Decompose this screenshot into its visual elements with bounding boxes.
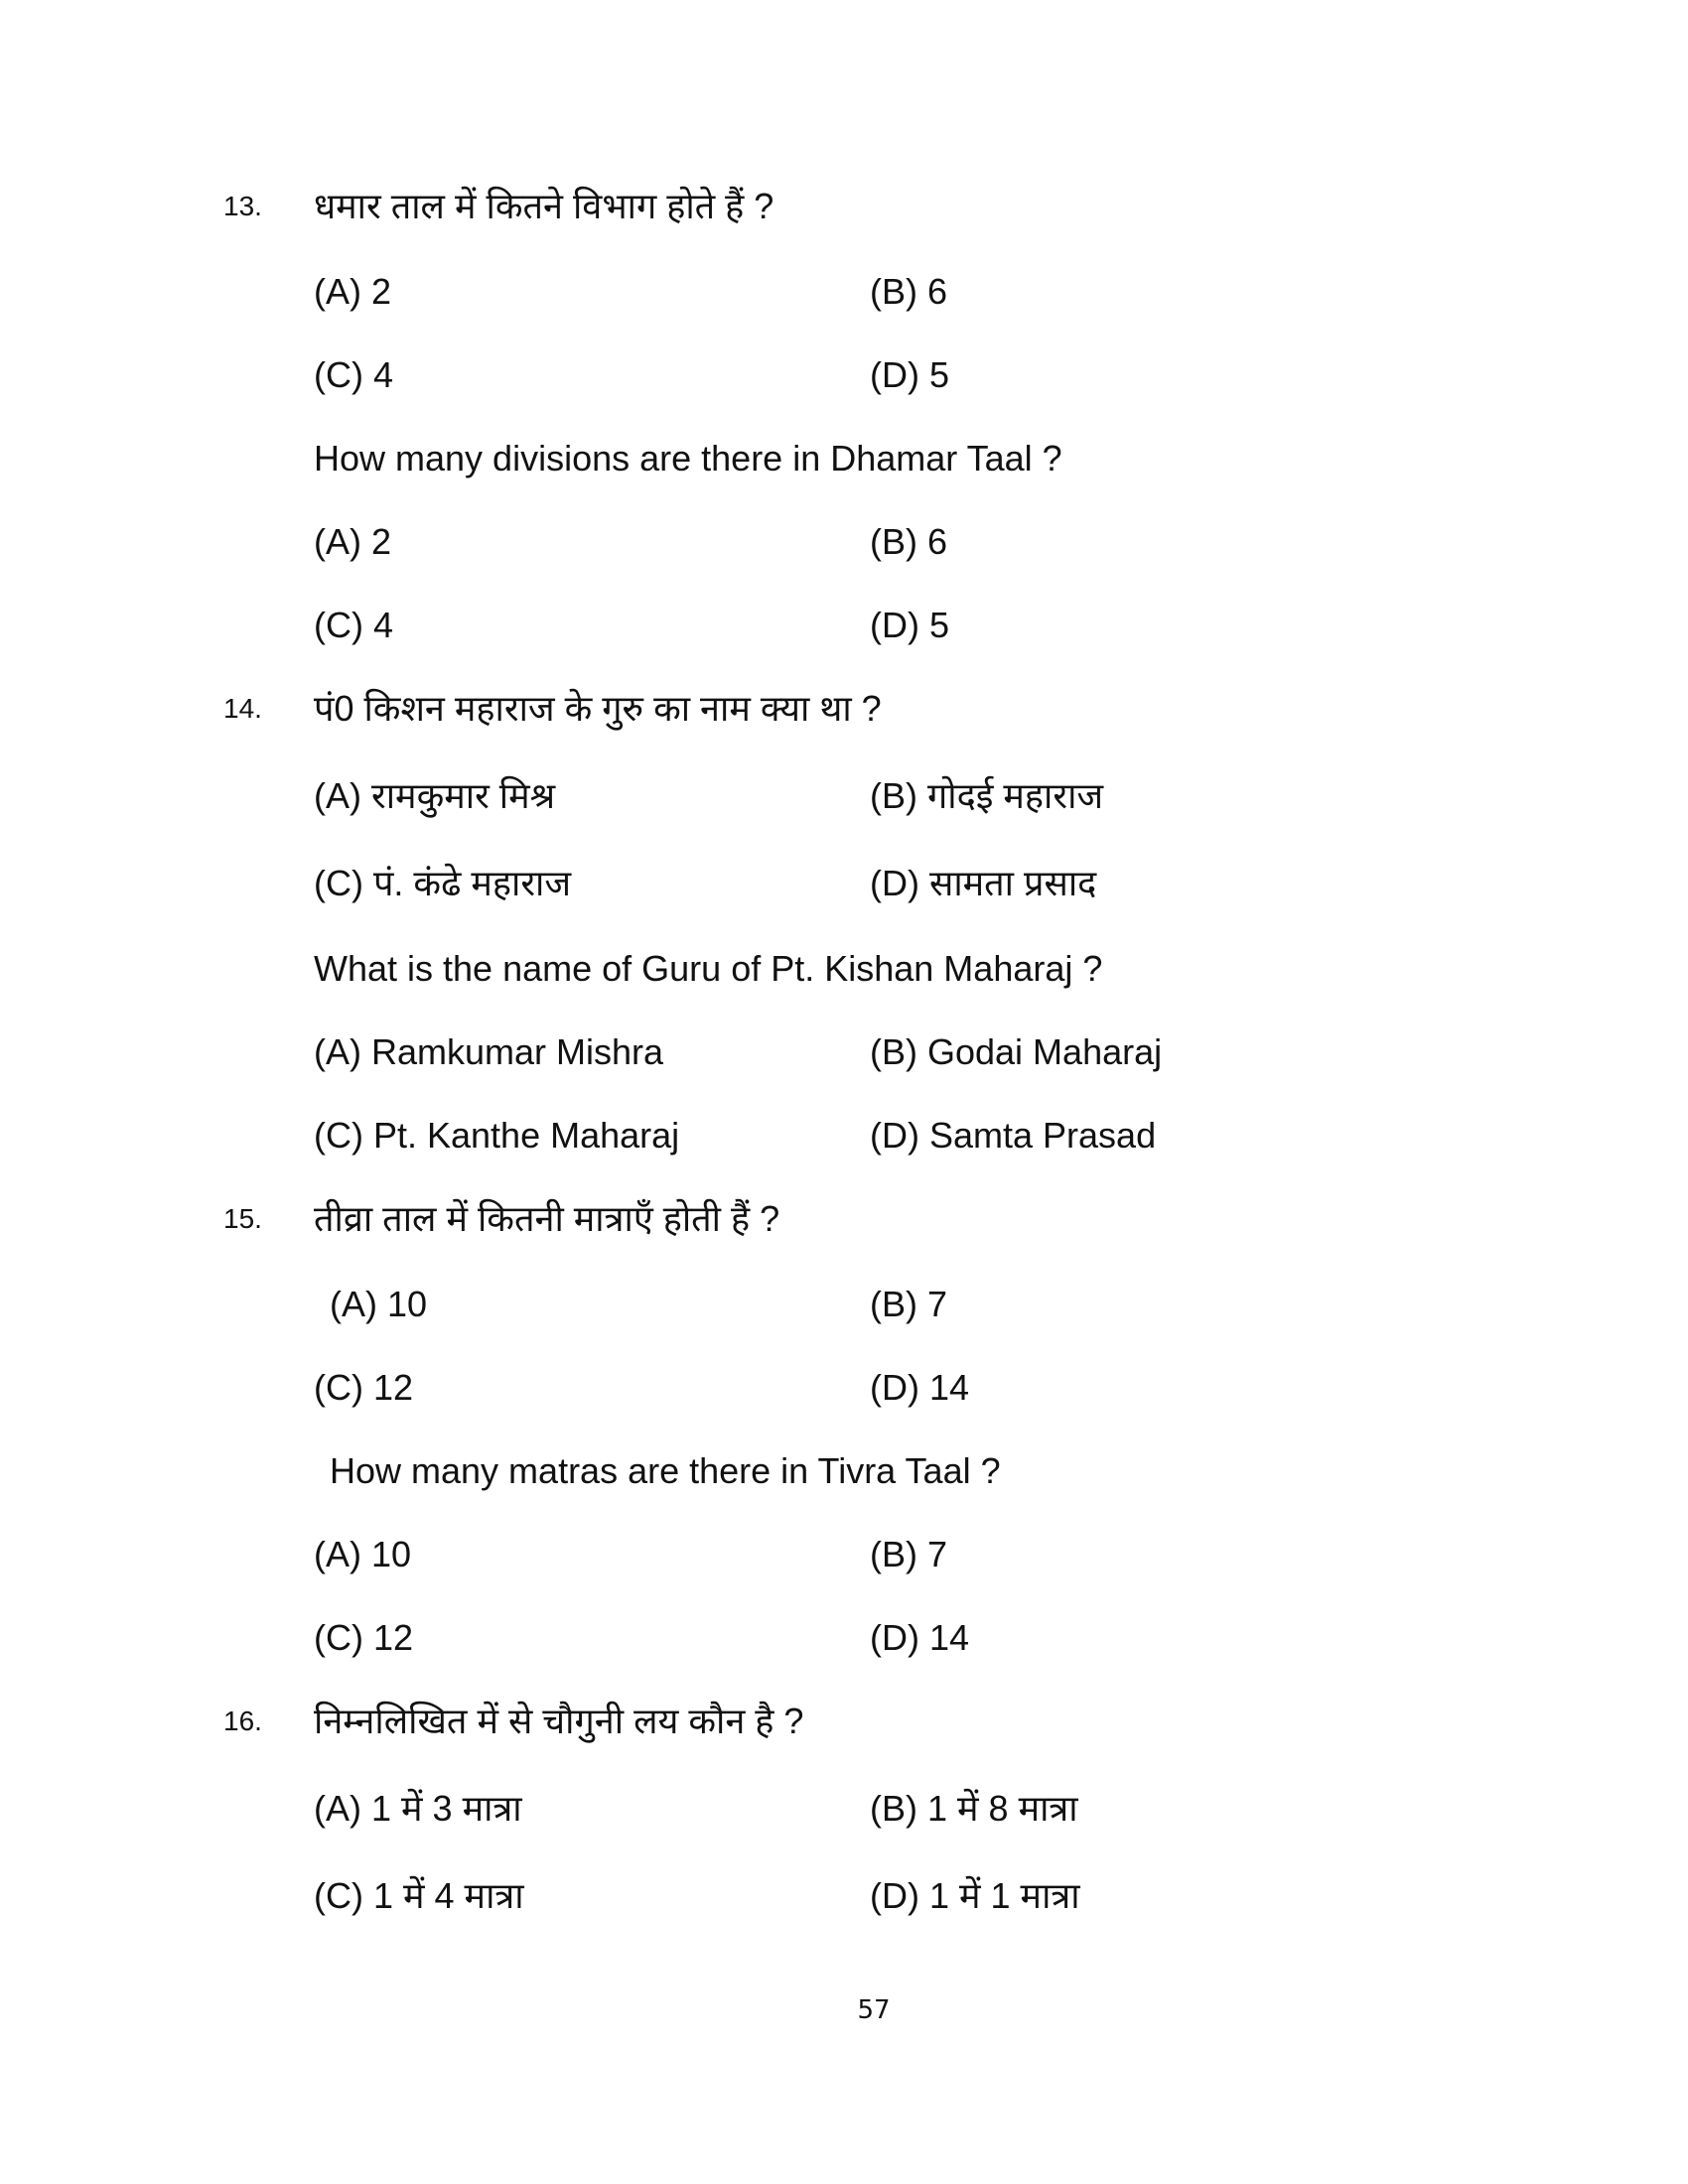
question-14-english-option-c: (C) Pt. Kanthe Maharaj bbox=[314, 1115, 680, 1156]
question-15-english-option-a: (A) 10 bbox=[314, 1534, 412, 1574]
question-13-english-option-a: (A) 2 bbox=[314, 521, 392, 562]
question-13-number: 13. bbox=[223, 191, 262, 221]
question-14-english-option-b: (B) Godai Maharaj bbox=[870, 1031, 1163, 1072]
question-13-english-option-d: (D) 5 bbox=[870, 605, 949, 645]
question-14-english-option-d: (D) Samta Prasad bbox=[870, 1115, 1157, 1156]
question-14-english-option-a: (A) Ramkumar Mishra bbox=[314, 1031, 664, 1072]
question-14-hindi-option-c: (C) पं. कंढे महाराज bbox=[314, 863, 572, 903]
question-16-hindi-option-a: (A) 1 में 3 मात्रा bbox=[314, 1788, 522, 1829]
question-16-hindi-text: निम्नलिखित में से चौगुनी लय कौन है ? bbox=[314, 1701, 804, 1741]
question-14-hindi-option-a: (A) रामकुमार मिश्र bbox=[314, 775, 556, 816]
question-13-hindi-option-d: (D) 5 bbox=[870, 354, 949, 395]
question-16-hindi-option-d: (D) 1 में 1 मात्रा bbox=[870, 1875, 1080, 1916]
question-14-hindi-option-d: (D) सामता प्रसाद bbox=[870, 863, 1097, 903]
question-15-hindi-option-c: (C) 12 bbox=[314, 1367, 414, 1408]
question-15-hindi-option-d: (D) 14 bbox=[870, 1367, 970, 1408]
question-13-english-option-b: (B) 6 bbox=[870, 521, 948, 562]
question-13-hindi-option-a: (A) 2 bbox=[314, 271, 392, 312]
question-14-number: 14. bbox=[223, 693, 262, 724]
question-14-english-text: What is the name of Guru of Pt. Kishan Maharaj ? bbox=[314, 948, 1103, 989]
question-13-hindi-option-c: (C) 4 bbox=[314, 354, 393, 395]
question-13-english-option-c: (C) 4 bbox=[314, 605, 393, 645]
question-14-hindi-text: पं0 किशन महाराज के गुरु का नाम क्या था ? bbox=[314, 688, 882, 729]
question-13-hindi-text: धमार ताल में कितने विभाग होते हैं ? bbox=[314, 186, 774, 226]
question-15-english-option-c: (C) 12 bbox=[314, 1617, 414, 1658]
question-16-hindi-option-b: (B) 1 में 8 मात्रा bbox=[870, 1788, 1078, 1829]
question-16-hindi-option-c: (C) 1 में 4 मात्रा bbox=[314, 1875, 524, 1916]
question-13-hindi-option-b: (B) 6 bbox=[870, 271, 948, 312]
page-number: 57 bbox=[857, 1995, 891, 2025]
question-13-english-text: How many divisions are there in Dhamar Taal ? bbox=[314, 438, 1062, 478]
question-15-english-option-b: (B) 7 bbox=[870, 1534, 948, 1574]
question-14-hindi-option-b: (B) गोदई महाराज bbox=[870, 775, 1104, 816]
question-15-number: 15. bbox=[223, 1203, 262, 1234]
question-15-english-text: How many matras are there in Tivra Taal ? bbox=[330, 1450, 1001, 1491]
question-15-english-option-d: (D) 14 bbox=[870, 1617, 970, 1658]
question-15-hindi-option-b: (B) 7 bbox=[870, 1284, 948, 1324]
question-15-hindi-option-a: (A) 10 bbox=[330, 1284, 428, 1324]
question-16-number: 16. bbox=[223, 1706, 262, 1736]
question-15-hindi-text: तीव्रा ताल में कितनी मात्राएँ होती हैं ? bbox=[314, 1198, 780, 1239]
